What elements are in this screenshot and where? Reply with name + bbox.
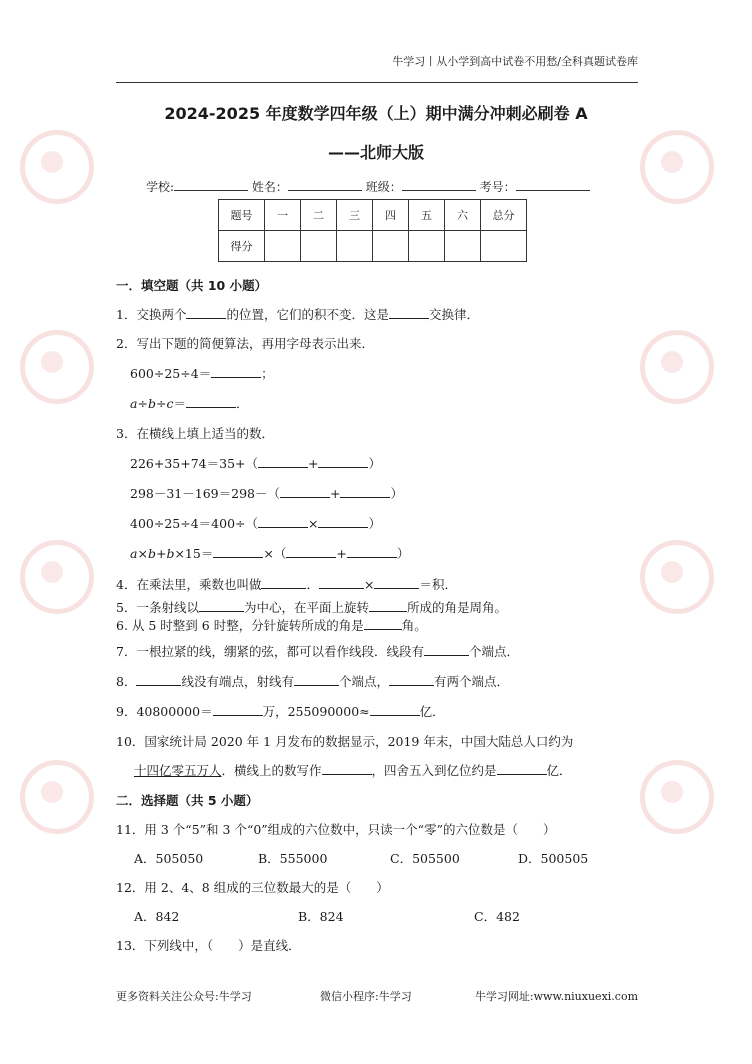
q3-expr: ） [368,516,381,531]
score-cell[interactable] [409,231,445,262]
q6-text: 6. 从 5 时整到 6 时整，分针旋转所成的角是 [116,618,364,633]
op: + [336,546,347,561]
question-2-line-1 [130,364,274,382]
answer-blank[interactable] [213,544,263,558]
question-11: 11．用 3 个“5”和 3 个“0”组成的六位数中，只读一个“零”的六位数是（ ） [116,822,556,837]
q1-text: 1．交换两个 [116,307,187,322]
table-cell: 二 [301,200,337,231]
question-13: 13．下列线中，（ ）是直线． [116,938,301,953]
answer-blank[interactable] [213,702,263,716]
class-blank[interactable] [402,178,476,191]
question-2-line-2 [130,394,248,412]
q3-expr: 298－31－169＝298－（ [130,486,280,501]
op: × [137,546,148,561]
op: ÷ [155,396,167,411]
op: × [363,577,375,592]
answer-blank[interactable] [258,454,308,468]
watermark-logo [640,330,714,404]
score-cell[interactable] [265,231,301,262]
op: + [308,456,319,471]
answer-blank[interactable] [258,514,308,528]
q3-expr: ） [390,486,403,501]
score-cell[interactable] [481,231,527,262]
answer-blank[interactable] [389,672,434,686]
class-label: 班级： [365,180,402,194]
q3-expr: 226+35+74＝35+（ [130,456,258,471]
name-label: 姓名： [251,180,288,194]
score-cell[interactable] [337,231,373,262]
question-3-line-3 [130,514,381,532]
watermark-logo [20,540,94,614]
footer-mid: 微信小程序:牛学习 [320,990,412,1003]
question-10: 10．国家统计局 2020 年 1 月发布的数据显示，2019 年末，中国大陆总人口约为 [116,734,574,749]
q7-text: 个端点． [468,644,519,659]
table-row [219,200,527,231]
q9-text: 亿． [419,704,445,719]
exam-title: 2024-2025 年度数学四年级（上）期中满分冲刺必刷卷 A [164,104,588,123]
option-b[interactable]: B．555000 [258,851,328,866]
watermark-logo [20,760,94,834]
q5-text: 为中心，在平面上旋转 [243,600,369,615]
page-header: 牛学习丨从小学到高中试卷不用愁/全科真题试卷库 [392,55,638,68]
q3-expr: ） [396,546,410,561]
answer-blank[interactable] [340,484,390,498]
q2-punct: ． [235,396,249,411]
q10-underlined-number: 十四亿零五万人 [134,763,222,778]
q3-expr: ×15＝ [174,546,214,561]
section-title-fill-in: 一．填空题（共 10 小题） [116,278,268,293]
op: + [329,486,341,501]
answer-blank[interactable] [319,575,364,589]
answer-blank[interactable] [280,484,330,498]
op: + [155,546,167,561]
q4-text: ． [306,577,319,592]
q6-text: 角。 [401,618,427,633]
question-1 [116,305,479,323]
var-b: b [147,396,156,411]
q7-text: 7．一根拉紧的线，绷紧的弦，都可以看作线段．线段有 [116,644,424,659]
q9-text: 9．40800000＝ [116,704,213,719]
q3-expr: ×（ [263,546,287,561]
question-7 [116,642,519,660]
question-5 [116,598,507,616]
footer-right: 牛学习网址:www.niuxuexi.com [474,990,638,1003]
question-10-line-2 [134,761,572,779]
watermark-logo [640,540,714,614]
table-cell: 一 [265,200,301,231]
op: × [308,516,319,531]
op: ÷ [137,396,148,411]
score-cell[interactable] [445,231,481,262]
answer-blank[interactable] [364,616,402,630]
answer-blank[interactable] [497,761,547,775]
section-title-choice: 二．选择题（共 5 小题） [116,793,259,808]
exam-subtitle: ——北师大版 [327,143,424,162]
answer-blank[interactable] [211,364,261,378]
var-b: b [147,546,156,561]
table-cell: 五 [409,200,445,231]
var-a: a [130,546,138,561]
answer-blank[interactable] [370,702,420,716]
q8-text: 个端点， [338,674,389,689]
question-3: 3．在横线上填上适当的数． [116,426,274,441]
answer-blank[interactable] [286,544,336,558]
q2-expr: 600÷25÷4＝ [130,366,212,381]
table-cell: 四 [373,200,409,231]
question-8 [116,672,509,690]
q8-text: 有两个端点． [433,674,509,689]
name-blank[interactable] [288,178,362,191]
school-blank[interactable] [174,178,248,191]
score-cell[interactable] [301,231,337,262]
score-table [218,199,527,262]
q1-text: 的位置，它们的积不变．这是 [226,307,389,322]
table-cell: 题号 [219,200,265,231]
answer-blank[interactable] [347,544,397,558]
answer-blank[interactable] [318,454,368,468]
table-row [219,231,527,262]
watermark-logo [20,330,94,404]
q3-expr: 400÷25÷4＝400÷（ [130,516,258,531]
answer-blank[interactable] [369,598,407,612]
q5-text: 5．一条射线以 [116,600,199,615]
q8-text: 线没有端点，射线有 [181,674,294,689]
answer-blank[interactable] [294,672,339,686]
option-a[interactable]: A．505050 [134,851,204,866]
option-b[interactable]: B．824 [298,909,344,924]
watermark-logo [640,760,714,834]
option-a[interactable]: A．842 [134,909,180,924]
school-label: 学校: [146,180,175,194]
score-cell[interactable] [373,231,409,262]
var-a: a [130,396,138,411]
option-c[interactable]: C．505500 [390,851,460,866]
option-d[interactable]: D．500505 [518,851,589,866]
table-cell: 三 [337,200,373,231]
exam-no-label: 考号： [479,180,516,194]
question-3-line-4 [130,544,409,562]
table-cell: 得分 [219,231,265,262]
answer-blank[interactable] [199,598,244,612]
exam-no-blank[interactable] [516,178,590,191]
q8-text: 8． [116,674,137,689]
var-c: c [166,396,174,411]
q5-text: 所成的角是周角。 [406,600,507,615]
q9-text: 万，255090000≈ [262,704,370,719]
q10-text: ．横线上的数写作 [221,763,322,778]
q10-text: 亿． [546,763,572,778]
option-c[interactable]: C．482 [474,909,520,924]
question-9 [116,702,445,720]
student-info-row [146,178,590,195]
question-6 [116,616,427,634]
q4-text: ＝积． [419,577,457,592]
question-3-line-2 [130,484,403,502]
answer-blank[interactable] [261,575,306,589]
answer-blank[interactable] [318,514,368,528]
q3-expr: ） [368,456,381,471]
footer-left: 更多资料关注公众号:牛学习 [116,990,252,1003]
question-12: 12．用 2、4、8 组成的三位数最大的是（ ） [116,880,389,895]
header-divider [116,82,638,83]
answer-blank[interactable] [424,642,469,656]
answer-blank[interactable] [322,761,372,775]
q2-punct: ； [261,366,274,381]
q10-text: ，四舍五入到亿位约是 [371,763,497,778]
q1-text: 交换律． [428,307,479,322]
question-2: 2．写出下题的简便算法，再用字母表示出来． [116,336,374,351]
answer-blank[interactable] [136,672,181,686]
answer-blank[interactable] [186,305,226,319]
var-b: b [166,546,175,561]
answer-blank[interactable] [374,575,419,589]
q4-text: 4．在乘法里，乘数也叫做 [116,577,262,592]
question-3-line-1 [130,454,381,472]
answer-blank[interactable] [186,394,236,408]
op: ＝ [173,396,186,411]
question-4 [116,575,457,593]
table-cell: 总分 [481,200,527,231]
table-cell: 六 [445,200,481,231]
answer-blank[interactable] [389,305,429,319]
